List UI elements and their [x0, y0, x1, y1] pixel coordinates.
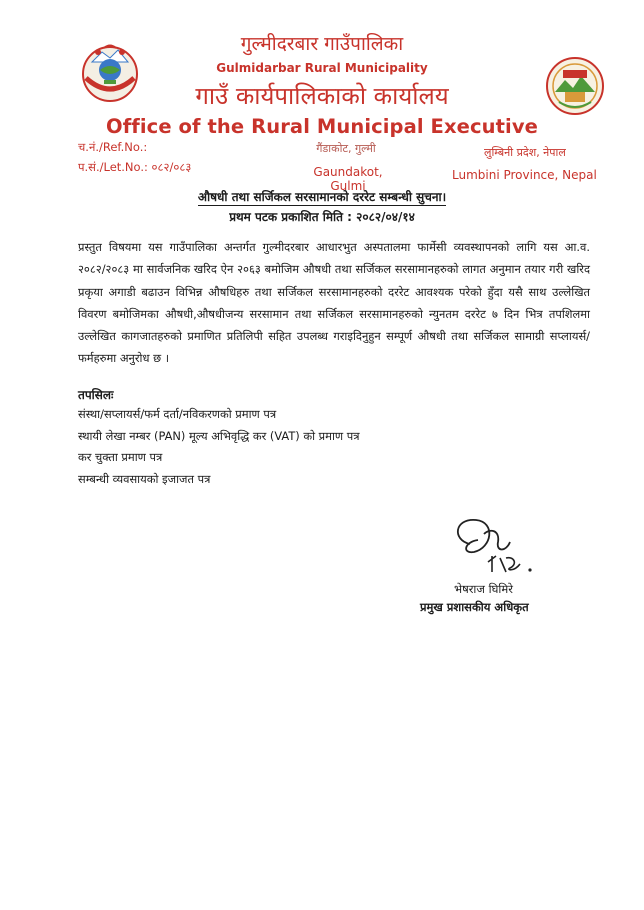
office-name-english: Office of the Rural Municipal Executive [106, 115, 538, 138]
ref-number-label: च.नं./Ref.No.: [78, 140, 148, 154]
notice-body: प्रस्तुत विषयमा यस गाउँपालिका अन्तर्गत गुल्मीदरबार आधारभुत अस्पतालमा फार्मेसी व्यवस्थापनको लागि यस आ.व. २०८२/२०८३ मा सार्वजनिक खरिद ऐन २०६३ बमोजिम औषधी तथा सर्जिकल सरसामानहरुको लागत अनुमान तयार गरी खरिद प्रकृया अगाडी बढाउन विभिन्न औषधिहरु तथा सर्जिकल सरसामानहरुको दररेट आवश्यक परेको हुँदा यसै साथ उल्लेखित विवरण बमोजिमका औषधी,औषधीजन्य सरसामान तथा सर्जिकल सरसामानहरुको न्युनतम दररेट ७ दिन भित्र तपशिलमा उल्लेखित कागजातहरुको प्रमाणित प्रतिलिपी सहित उपलब्ध गराइदिनुहुन सम्पूर्ण औषधी तथा सर्जिकल सामाग्री सप्लायर्स/फर्महरुमा अनुरोध छ । [78, 240, 590, 366]
address-nepali: गैंडाकोट, गुल्मी [316, 142, 376, 155]
org-name-english: Gulmidarbar Rural Municipality [216, 61, 428, 75]
tapsil-heading: तपसिलः [78, 388, 114, 402]
address-english: Gaundakot, Gulmi [313, 165, 383, 193]
tapsil-list [78, 404, 360, 490]
org-name-nepali: गुल्मीदरबार गाउँपालिका [240, 33, 404, 55]
list-item: कर चुक्ता प्रमाण पत्र [78, 450, 163, 464]
province-nepali: लुम्बिनी प्रदेश, नेपाल [484, 146, 566, 159]
list-item: संस्था/सप्लायर्स/फर्म दर्ता/नविकरणको प्रमाण पत्र [78, 407, 277, 421]
signatory-title: प्रमुख प्रशासकीय अधिकृत [420, 600, 529, 614]
signature [448, 512, 544, 578]
office-name-nepali: गाउँ कार्यपालिकाको कार्यालय [195, 82, 449, 110]
list-item: सम्बन्धी व्यवसायको इजाजत पत्र [78, 471, 211, 486]
letter-number: प.सं./Let.No.: ०८२/०८३ [78, 160, 192, 174]
province-english: Lumbini Province, Nepal [452, 168, 597, 182]
notice-title-text: औषधी तथा सर्जिकल सरसामानको दररेट सम्बन्धी सुचना। [197, 190, 447, 204]
publish-date: प्रथम पटक प्रकाशित मिति : २०८२/०४/१४ [229, 210, 415, 224]
signatory-name: भेषराज घिमिरे [454, 582, 513, 596]
list-item: स्थायी लेखा नम्बर (PAN) मूल्य अभिवृद्धि कर (VAT) को प्रमाण पत्र [78, 428, 360, 443]
notice-title [0, 188, 644, 205]
